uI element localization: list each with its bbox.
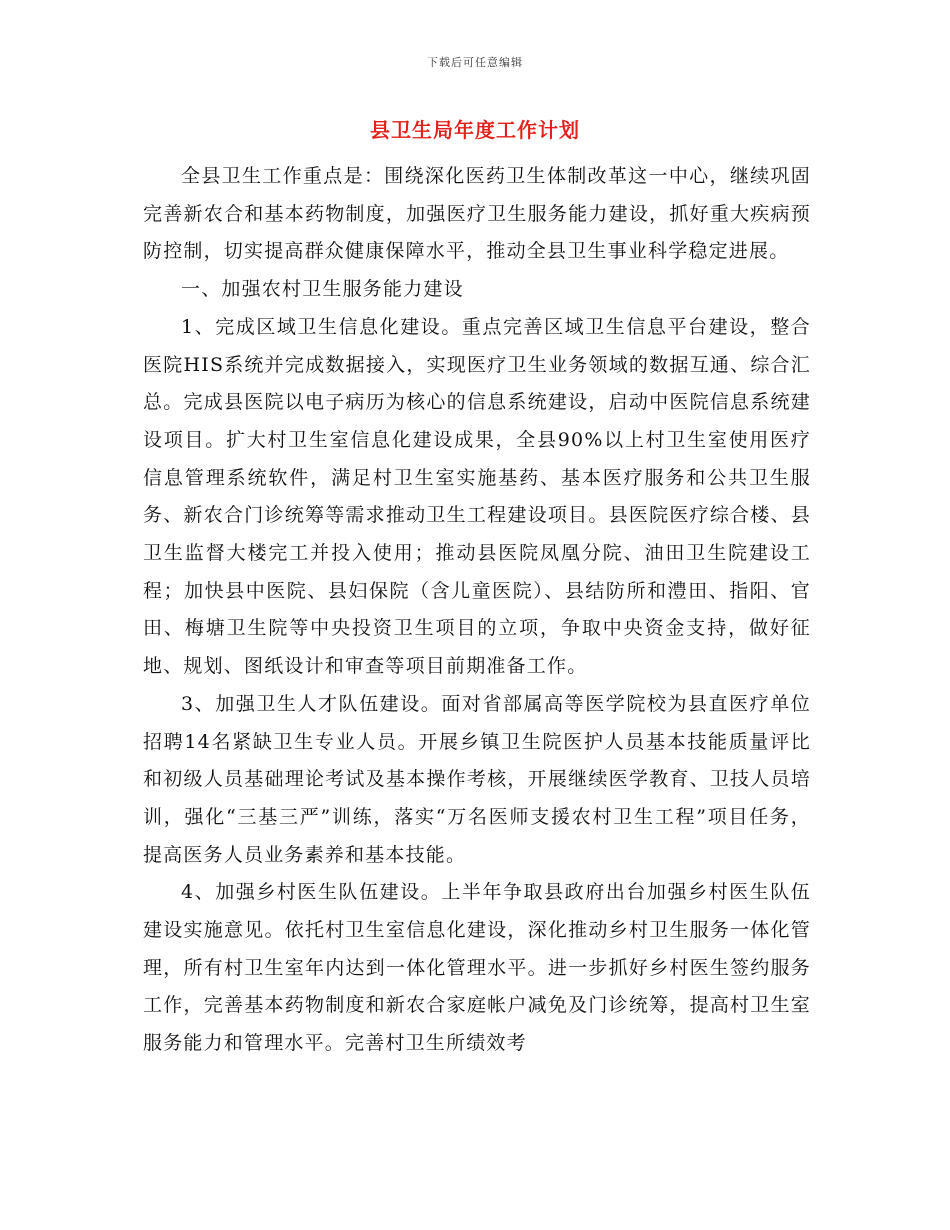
section-heading: 一、加强农村卫生服务能力建设 — [181, 278, 464, 301]
header-note: 下载后可任意编辑 — [427, 56, 523, 69]
document-body — [143, 158, 811, 1063]
document-title: 县卫生局年度工作计划 — [370, 118, 580, 142]
paragraph-intro: 全县卫生工作重点是：围绕深化医药卫生体制改革这一中心，继续巩固完善新农合和基本药物制度，加强医疗卫生服务能力建设，抓好重大疾病预防控制，切实提高群众健康保障水平，推动全县卫生事业科学稳定进展。 — [143, 165, 811, 263]
paragraph-item-1: 1、完成区域卫生信息化建设。重点完善区域卫生信息平台建设，整合医院HIS系统并完成数据接入，实现医疗卫生业务领域的数据互通、综合汇总。完成县医院以电子病历为核心的信息系统建设，启动中医院信息系统建设项目。扩大村卫生室信息化建设成果，全县90%以上村卫生室使用医疗信息管理系统软件，满足村卫生室实施基药、基本医疗服务和公共卫生服务、新农合门诊统筹等需求推动卫生工程建设项目。县医院医疗综合楼、县卫生监督大楼完工并投入使用；推动县医院凤凰分院、油田卫生院建设工程；加快县中医院、县妇保院（含儿童医院）、县结防所和澧田、指阳、官田、梅塘卫生院等中央投资卫生项目的立项，争取中央资金支持，做好征地、规划、图纸设计和审查等项目前期准备工作。 — [143, 315, 811, 678]
paragraph-item-3: 3、加强卫生人才队伍建设。面对省部属高等医学院校为县直医疗单位招聘14名紧缺卫生专业人员。开展乡镇卫生院医护人员基本技能质量评比和初级人员基础理论考试及基本操作考核，开展继续医学教育、卫技人员培训，强化“三基三严”训练，落实“万名医师支援农村卫生工程”项目任务，提高医务人员业务素养和基本技能。 — [143, 692, 811, 866]
paragraph-item-4: 4、加强乡村医生队伍建设。上半年争取县政府出台加强乡村医生队伍建设实施意见。依托村卫生室信息化建设，深化推动乡村卫生服务一体化管理，所有村卫生室年内达到一体化管理水平。进一步抓好乡村医生签约服务工作，完善基本药物制度和新农合家庭帐户减免及门诊统筹，提高村卫生室服务能力和管理水平。完善村卫生所绩效考 — [143, 881, 811, 1055]
